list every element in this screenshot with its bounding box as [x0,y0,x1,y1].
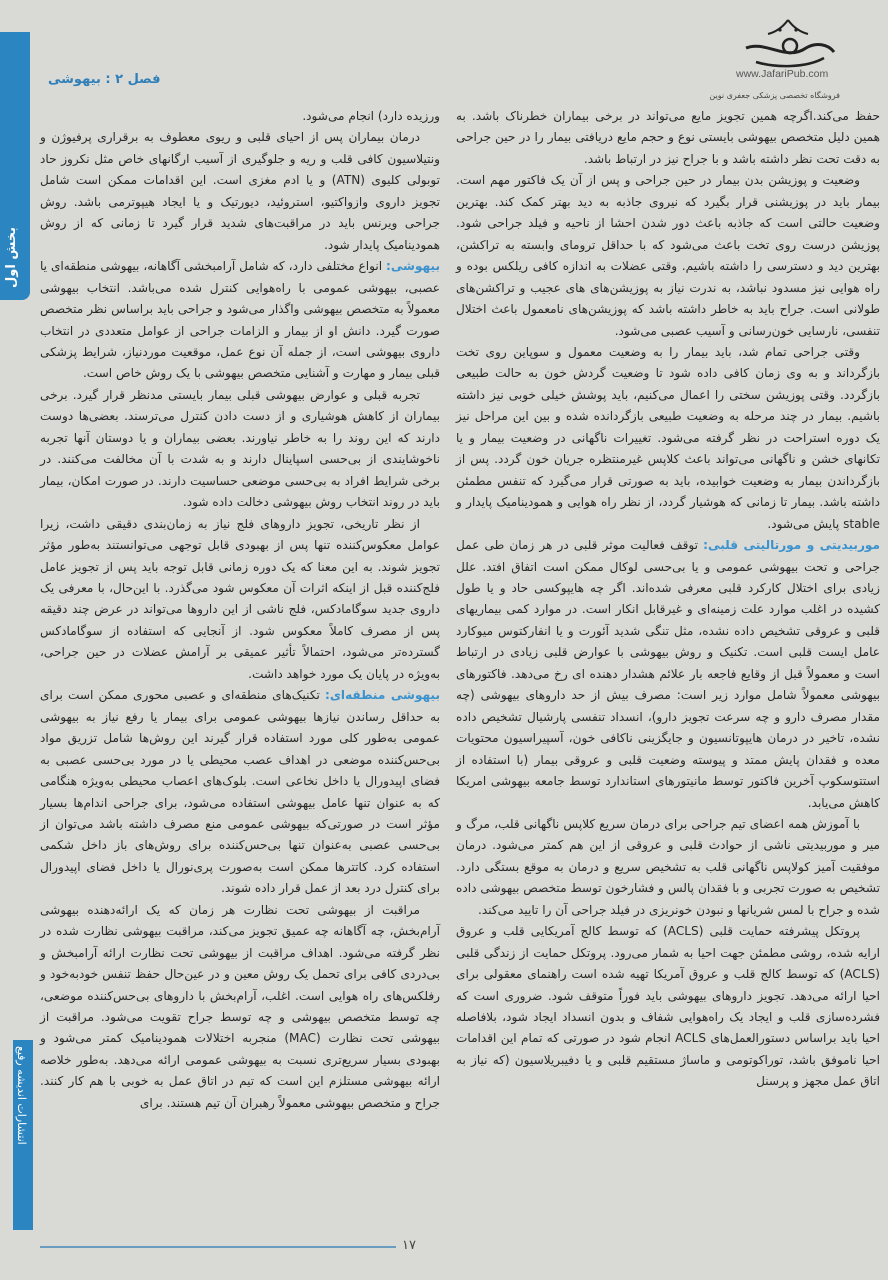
paragraph [456,342,880,535]
paragraph [456,106,880,170]
section-heading: موربیدیتی و مورتالیتی قلبی: [703,538,880,553]
section-tab-label: بخش اول [4,227,19,288]
paragraph-text: با آموزش همه اعضای تیم جراحی برای درمان سریع کلاپس ناگهانی قلب، مرگ و میر و موربیدیتی ناشی از حوادث قلبی و عروقی از این هم کمتر می‌شود. درمان موفقیت آمیز کولاپس ناگهانی قلب به تشخیص سریع و درمان به موقع بستگی دارد. تشخیص به صورت تجربی و با فقدان پالس و فشارخون توسط متخصص بیهوشی داده شده و جراح با لمس شریانها و نبودن خونریزی در فیلد جراحی آن را تایید می‌کند. [456,816,880,917]
publisher-label: انتشارات اندیشه رفیع [15,1046,28,1145]
paragraph-text: از نظر تاریخی، تجویز داروهای فلج نیاز به زمان‌بندی دقیقی داشت، زیرا عوامل معکوس‌کننده تنها پس از بهبودی قابل توجهی می‌توانستند به‌طور مؤثر تجویز شوند. به این معنا که یک دوره زمانی قابل توجه باید پس از تجویز عامل فلج‌کننده قبل از اینکه اثرات آن معکوس شود می‌گذرد. با این‌حال، با معرفی یک داروی جدید سوگامادکس، فلج ناشی از این داروها می‌تواند در عرض چند دقیقه پس از مصرف کاملاً معکوس شود. از آنجایی که استفاده از سوگامادکس گسترده‌تر می‌شود، احتمالاً تأثیر عمیقی بر آرامش عضلات در حین جراحی، به‌ویژه در پایان یک مورد خواهد داشت. [40,516,440,681]
paragraph [40,685,440,900]
page-number: ۱۷ [402,1238,416,1253]
left-column [40,106,440,1114]
paragraph [456,814,880,921]
paragraph-text: تکنیک‌های منطقه‌ای و عصبی محوری ممکن است برای به حداقل رساندن نیازها بیهوشی عمومی برای بیمار یا رفع نیاز به بیهوشی عمومی به‌طور کلی مورد استفاده قرار گیرند این روش‌ها شامل تزریق مواد بی‌حس‌کننده موضعی در اهداف عصب محیطی یا در مورد بی‌حسی عصبی به فضای اپیدورال یا داخل نخاعی است. بلوک‌های اعصاب محیطی به‌ویژه هنگامی که به عنوان تنها عامل بیهوشی استفاده می‌شود، برای جراحی اندام‌ها بسیار مؤثر است در صورتی‌که بیهوشی عمومی منع مصرف داشته باشد می‌توان از بی‌حسی عصبی به‌عنوان تنها بی‌حس‌کننده برای روش‌های باز داخل شکمی استفاده کرد. کاتترها ممکن است به‌صورت پری‌نورال یا داخل فضای اپیدورال برای کنترل درد بعد از عمل قرار داده شوند. [40,688,440,896]
paragraph-text: حفظ می‌کند.اگرچه همین تجویز مایع می‌تواند در برخی بیماران خطرناک باشد. به همین دلیل متخصص بیهوشی بایستی نوع و حجم مایع دریافتی بیمار را در حین جراحی به دقت تحت نظر داشته باشد و با جراح نیز در ارتباط باشد. [456,109,880,166]
paragraph-text: توقف فعالیت موثر قلبی در هر زمان طی عمل جراحی و تحت بیهوشی عمومی و یا بی‌حسی لوکال ممکن است اتفاق افتد. علل زیادی برای اختلال کارکرد قلبی معرفی شده‌اند. اگر چه هایپوکسی حاد و یا طول کشیده در اغلب موارد علت زمینه‌ای و غیرقابل انکار است. در موارد کمی بیماریهای قلبی و عروقی تشخیص داده نشده، مثل تنگی شدید آئورت و یا انفارکتوس میوکارد عامل ایست قلبی است. تکنیک و روش بیهوشی با عوارض قلبی زیادی در ارتباط است و معمولاً قبل از وقایع فاجعه بار علائم هشدار دهنده ای رخ می‌دهد. فاکتورهای بیهوشی معمولاً شامل موارد زیر است: مصرف بیش از حد داروهای بیهوشی (چه مقدار مصرف دارو و چه سرعت تجویز دارو)، انسداد تنفسی پارشیال تشخیص داده نشده، تاخیر در درمان هایپوتانسیون و جایگزینی ناکافی خون، آسپیراسیون محتویات معده و فقدان پایش ممتد و پیوسته وضعیت قلبی و عروقی بیمار (با استفاده از استتوسکوپ آخرین فاکتور توسط مانیتورهای استاندارد توسط جامعه بیهوشی امریکا کاهش می‌یابد. [456,538,880,810]
section-heading: بیهوشی: [385,259,440,274]
paragraph [40,127,440,256]
website-url: www.JafariPub.com [736,68,829,80]
section-heading: بیهوشی منطقه‌ای: [325,688,440,703]
paragraph-text: تجربه قبلی و عوارض بیهوشی قبلی بیمار بایستی مدنظر قرار گیرد. برخی بیماران از کاهش هوشیاری و از دست دادن کنترل می‌ترسند. بعضی‌ها دوست دارند که این روند را به خاطر نیاورند. بعضی بیماران و یا دوستان آنها تجربه ناخوشایندی از بی‌حسی اسپاینال دارند و به شدت با آن مخالفت می‌کنند. در برخی شرایط افراد به بی‌حسی موضعی حساسیت دارند. در صورت امکان، بیمار باید در روند انتخاب روش بیهوشی دخالت داده شود. [40,387,440,510]
paragraph [40,385,440,514]
right-column [456,106,880,1093]
footer-divider [40,1246,396,1248]
paragraph [456,170,880,342]
paragraph [456,921,880,1093]
paragraph-text: وقتی جراحی تمام شد، باید بیمار را به وضعیت معمول و سوپاین روی تخت بازگرداند و به وی زمان کافی داده شود تا وضعیت گردش خون به حالت طبیعی بازگردد. وقتی پوزیشن سختی را اعمال می‌کنیم، باید پوشش خیلی خوبی نیز داشته باشیم. بیمار در چند مرحله به وضعیت طبیعی بازگردانده شده و بین این مراحل نیز یک دوره استراحت در نظر گرفته می‌شود. تغییرات ناگهانی در وضعیت بیمار و یا تکانهای خشن و ناگهانی می‌تواند باعث کلاپس غیرمنتظره جریان خون گردد. پس از بازگرداندن بیمار به وضعیت خوابیده، باید به صورتی قرار می‌گیرد که تنفس مطمئن داشته باشد. بیمار تا زمانی که هوشیار گردد، از نظر راه هوایی و همودینامیک پایدار و stable پایش می‌شود. [456,344,880,531]
paragraph-text: انواع مختلفی دارد، که شامل آرامبخشی آگاهانه، بیهوشی منطقه‌ای یا عصبی، بیهوشی عمومی با راه‌هوایی کنترل شده می‌باشد. انتخاب بیهوشی معمولاً به متخصص بیهوشی واگذار می‌شود و جراحی باید براساس نظر متخصص صورت گیرد. دانش او از بیمار و الزامات جراحی از عوامل متعددی در انتخاب داروی بیهوشی است، از جمله آن نوع عمل، موقعیت موردنیاز، شرایط پزشکی قبلی بیمار و مهارت و آشنایی متخصص بیهوشی با یک روش خاص است. [40,259,440,381]
paragraph-text: وضعیت و پوزیشن بدن بیمار در حین جراحی و پس از آن یک فاکتور مهم است. بیمار باید در پوزیشنی قرار بگیرد که نیروی جاذبه به دید بهتر کمک کند. بهترین وضعیت حالتی است که جاذبه باعث دور شدن احشا از ناحیه و فیلد جراحی شود. پوزیشن درست روی تخت باعث می‌شود که با حداقل ترومای وابسته به تراکشن، بهترین دید و دسترسی را داشته باشیم. وقتی عضلات به اندازه کافی ریلکس بوده و راه هوایی نیز مسدود نباشد، به ندرت نیاز به پوزیشن‌های های عجیب و تراکشن‌های طولانی است. جراح باید به خاطر داشته باشد که پوزیشن‌های نامعمول باعث اختلال تنفسی، نارسایی خون‌رسانی و آسیب عصبی می‌شود. [456,173,880,338]
chapter-title: فصل ۲ : بیهوشی [48,72,161,87]
publisher-tab [13,1040,33,1230]
paragraph-text: مراقبت از بیهوشی تحت نظارت هر زمان که یک ارائه‌دهنده بیهوشی آرام‌بخش، چه آگاهانه چه عمیق تجویز می‌کند، مراقبت بیهوشی نظارت شده در نظر گرفته می‌شود. اهداف مراقبت از بیهوشی تحت نظارت ارائه آرامبخش و بی‌دردی کافی برای تحمل یک روش معین و در عین‌حال حفظ تنفس خودبه‌خود و رفلکس‌های راه هوایی است. اغلب، آرام‌بخش با داروهای بی‌حس‌کننده موضعی، چه توسط متخصص بیهوشی و چه توسط جراح تقویت می‌شود. مراقبت از بیهوشی تحت نظارت (MAC) منجربه اختلالات همودینامیک کمتر می‌شود و بهبودی بسیار سریع‌تری نسبت به بیهوشی عمومی ارائه می‌دهد. به‌طور خلاصه ارائه بیهوشی مستلزم این است که تیم در اتاق عمل به خوبی با هم کار کنند. جراح و متخصص بیهوشی معمولاً رهبران آن تیم هستند. برای [40,902,440,1110]
paragraph-text: درمان بیماران پس از احیای قلبی و ریوی معطوف به برقراری پرفیوژن و ونتیلاسیون کافی قلب و ریه و جلوگیری از آسیب ارگانهای خاص مثل نکروز حاد توبولی کلیوی (ATN) و یا ادم مغزی است. این اقدامات ممکن است شامل تجویز داروی وازواکتیو، استروئید، دیورتیک و یا ایجاد هیپوترمی باشد. روش جراحی ویرنس باید در مراقبت‌های شدید قرار گیرد تا زمانی که از روش همودینامیک پایدار شود. [40,130,440,252]
store-name: فروشگاه تخصصی پزشکی جعفری نوین [709,91,840,100]
paragraph [40,256,440,385]
paragraph [40,106,440,127]
publisher-logo [736,18,840,70]
paragraph [40,514,440,686]
paragraph-text: ورزیده دارد) انجام می‌شود. [302,109,440,123]
section-tab [0,32,30,300]
paragraph [456,535,880,814]
paragraph-text: پروتکل پیشرفته حمایت قلبی (ACLS) که توسط کالج آمریکایی قلب و عروق ارایه شده، روشی مطمئن جهت احیا به شمار می‌رود. پروتکل حمایت از زندگی قلبی (ACLS) که توسط کالج قلب و عروق آمریکا تهیه شده است راهنمای معقولی برای احیا ارائه می‌دهد. تجویز داروهای بیهوشی باید فوراً متوقف شود. ضروری است که فشرده‌سازی قلب و ایجاد یک راه‌هوایی شفاف و بدون انسداد ایجاد شود، بلافاصله احیا باید براساس دستورالعمل‌های ACLS انجام شود در صورتی که تمام این اقدامات احیا ناموفق باشد، توراکوتومی و ماساژ مستقیم قلبی و یا دفیبریلاسیون (که نیاز به اتاق عمل مجهز و پرسنل [456,924,881,1089]
paragraph [40,900,440,1115]
